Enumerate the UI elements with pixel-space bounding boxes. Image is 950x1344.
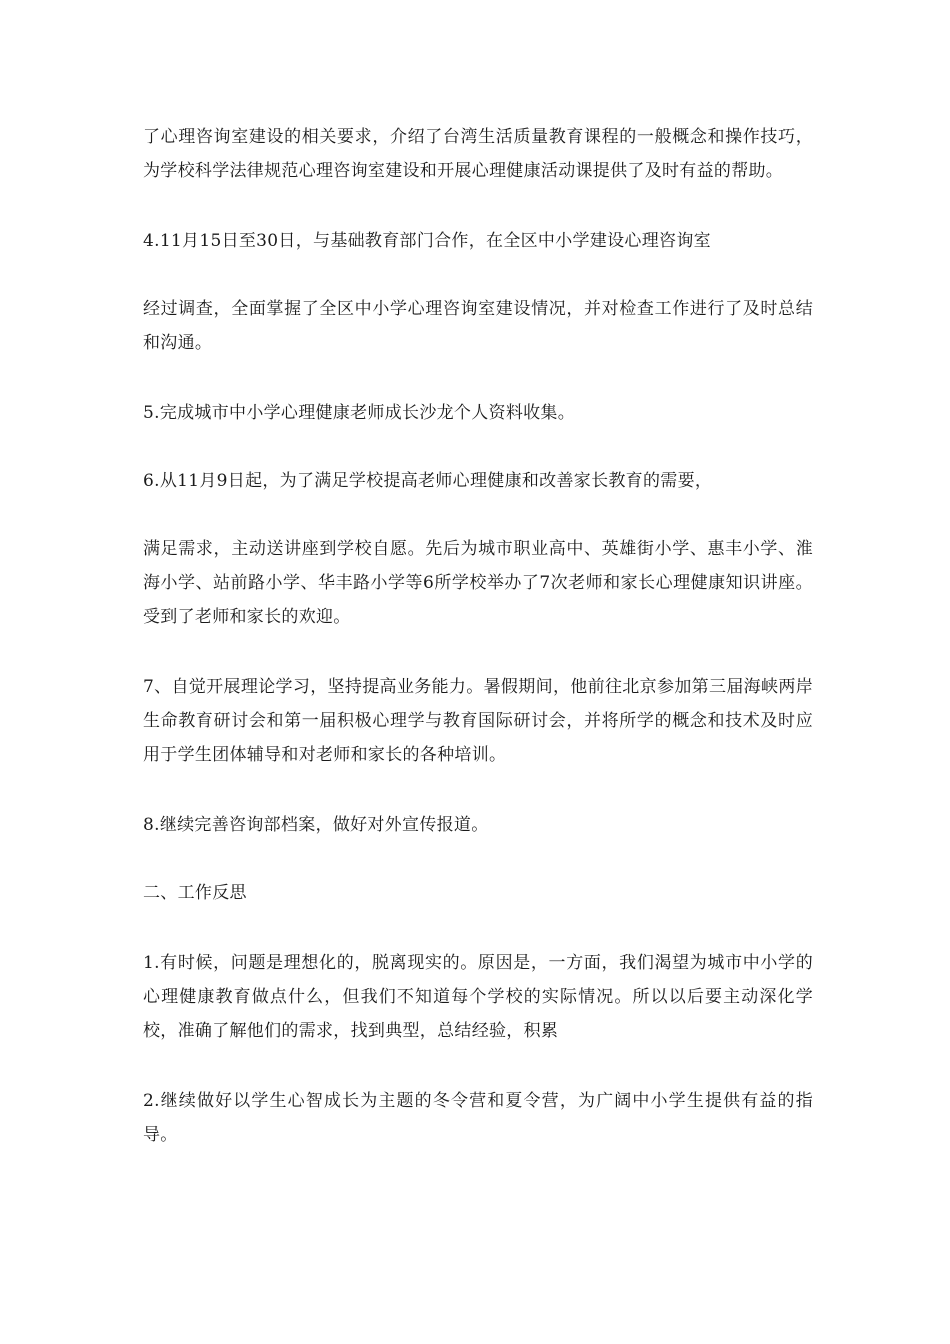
paragraph-consulting-room-requirements: 了心理咨询室建设的相关要求，介绍了台湾生活质量教育课程的一般概念和操作技巧，为学校科学法律规范心理咨询室建设和开展心理健康活动课提供了及时有益的帮助。: [143, 127, 813, 181]
section-heading-work-reflection: 二、工作反思: [143, 883, 247, 903]
paragraph-item-6: 6.从11月9日起，为了满足学校提高老师心理健康和改善家长教育的需要，: [143, 471, 713, 491]
paragraph-reflection-2: 2.继续做好以学生心智成长为主题的冬令营和夏令营，为广阔中小学生提供有益的指导。: [143, 1091, 813, 1145]
paragraph-item-4: 4.11月15日至30日，与基础教育部门合作，在全区中小学建设心理咨询室: [143, 231, 711, 251]
paragraph-reflection-1: 1.有时候，问题是理想化的，脱离现实的。原因是，一方面，我们渴望为城市中小学的心理健康教育做点什么，但我们不知道每个学校的实际情况。所以以后要主动深化学校，准确了解他们的需求，找到典型，总结经验，积累: [143, 953, 813, 1041]
paragraph-item-5: 5.完成城市中小学心理健康老师成长沙龙个人资料收集。: [143, 403, 576, 423]
document-body: [143, 120, 813, 1188]
paragraph-item-7: 7、自觉开展理论学习，坚持提高业务能力。暑假期间，他前往北京参加第三届海峡两岸生命教育研讨会和第一届积极心理学与教育国际研讨会，并将所学的概念和技术及时应用于学生团体辅导和对老师和家长的各种培训。: [143, 677, 813, 765]
paragraph-lectures: 满足需求，主动送讲座到学校自愿。先后为城市职业高中、英雄街小学、惠丰小学、淮海小学、站前路小学、华丰路小学等6所学校举办了7次老师和家长心理健康知识讲座。受到了老师和家长的欢迎。: [143, 539, 813, 627]
paragraph-survey-summary: 经过调查，全面掌握了全区中小学心理咨询室建设情况，并对检查工作进行了及时总结和沟通。: [143, 299, 813, 353]
paragraph-item-8: 8.继续完善咨询部档案，做好对外宣传报道。: [143, 815, 489, 835]
